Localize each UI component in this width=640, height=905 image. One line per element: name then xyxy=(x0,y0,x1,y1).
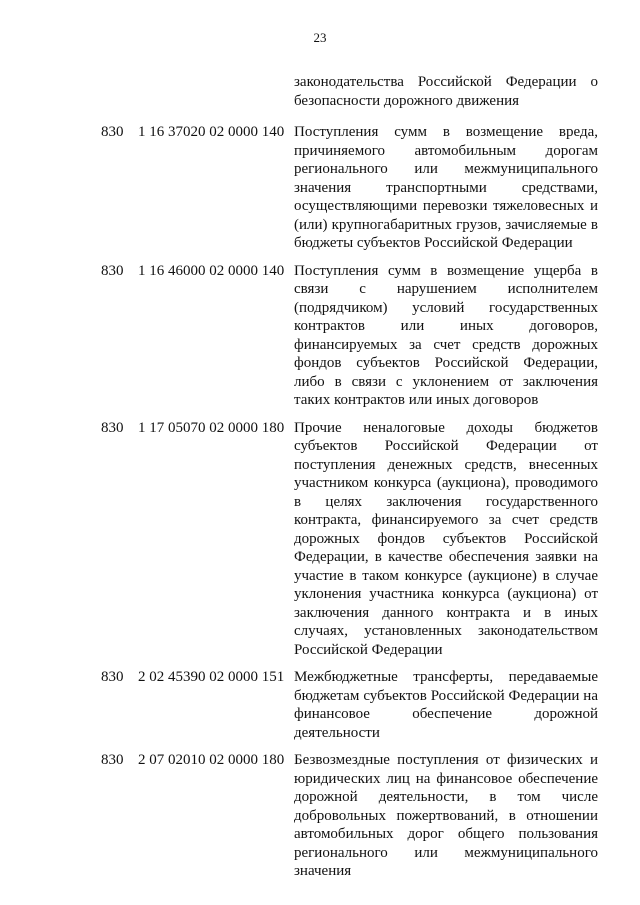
continued-description: законодательства Российской Федерации о безопасности дорожного движения xyxy=(294,74,598,109)
administrator-code: 830 xyxy=(101,262,124,279)
budget-classification-code: 1 16 46000 02 0000 140 xyxy=(138,262,285,279)
administrator-code: 830 xyxy=(101,752,124,768)
budget-classification-code: 2 07 02010 02 0000 180 xyxy=(138,752,285,768)
table-row xyxy=(0,419,640,660)
revenue-description: Прочие неналоговые доходы бюджетов субъектов Российской Федерации от поступления денежных средств, внесенных участником конкурса (аукциона), проводимого в целях заключения государственного контракта, финансируемого за счет средств дорожных фондов субъектов Российской Федерации, в качестве обеспечения заявки на участие в таком конкурсе (аукционе) в случае уклонения участника конкурса (аукциона) от заключения данного контракта и в иных случаях, установленных законодательством Российской Федерации xyxy=(294,419,598,658)
revenue-table xyxy=(0,123,640,890)
table-row xyxy=(0,123,640,253)
budget-classification-code: 1 17 05070 02 0000 180 xyxy=(138,419,285,436)
revenue-description: Поступления сумм в возмещение ущерба в связи с нарушением исполнителем (подрядчиком) условий государственных контрактов или иных договоров, финансируемых за счет средств дорожных фондов субъектов Российской Федерации, либо в связи с уклонением от заключения таких контрактов или иных договоров xyxy=(294,262,598,408)
budget-classification-code: 2 02 45390 02 0000 151 xyxy=(138,669,285,685)
table-row xyxy=(0,668,640,742)
page-number: 23 xyxy=(313,30,327,45)
table-row xyxy=(0,262,640,410)
revenue-description: Безвозмездные поступления от физических и юридических лиц на финансовое обеспечение дорожной деятельности, в том числе добровольных пожертвований, в отношении автомобильных дорог общего пользования регионального или межмуниципального значения xyxy=(294,752,598,879)
revenue-description: Поступления сумм в возмещение вреда, причиняемого автомобильным дорогам регионального или межмуниципального значения транспортными средствами, осуществляющими перевозки тяжеловесных и (или) крупногабаритных грузов, зачисляемые в бюджеты субъектов Российской Федерации xyxy=(294,124,598,251)
table-row xyxy=(0,751,640,881)
administrator-code: 830 xyxy=(101,669,124,685)
budget-classification-code: 1 16 37020 02 0000 140 xyxy=(138,124,285,140)
revenue-description: Межбюджетные трансферты, передаваемые бюджетам субъектов Российской Федерации на финансовое обеспечение дорожной деятельности xyxy=(294,669,598,741)
administrator-code: 830 xyxy=(101,419,124,436)
administrator-code: 830 xyxy=(101,124,124,140)
